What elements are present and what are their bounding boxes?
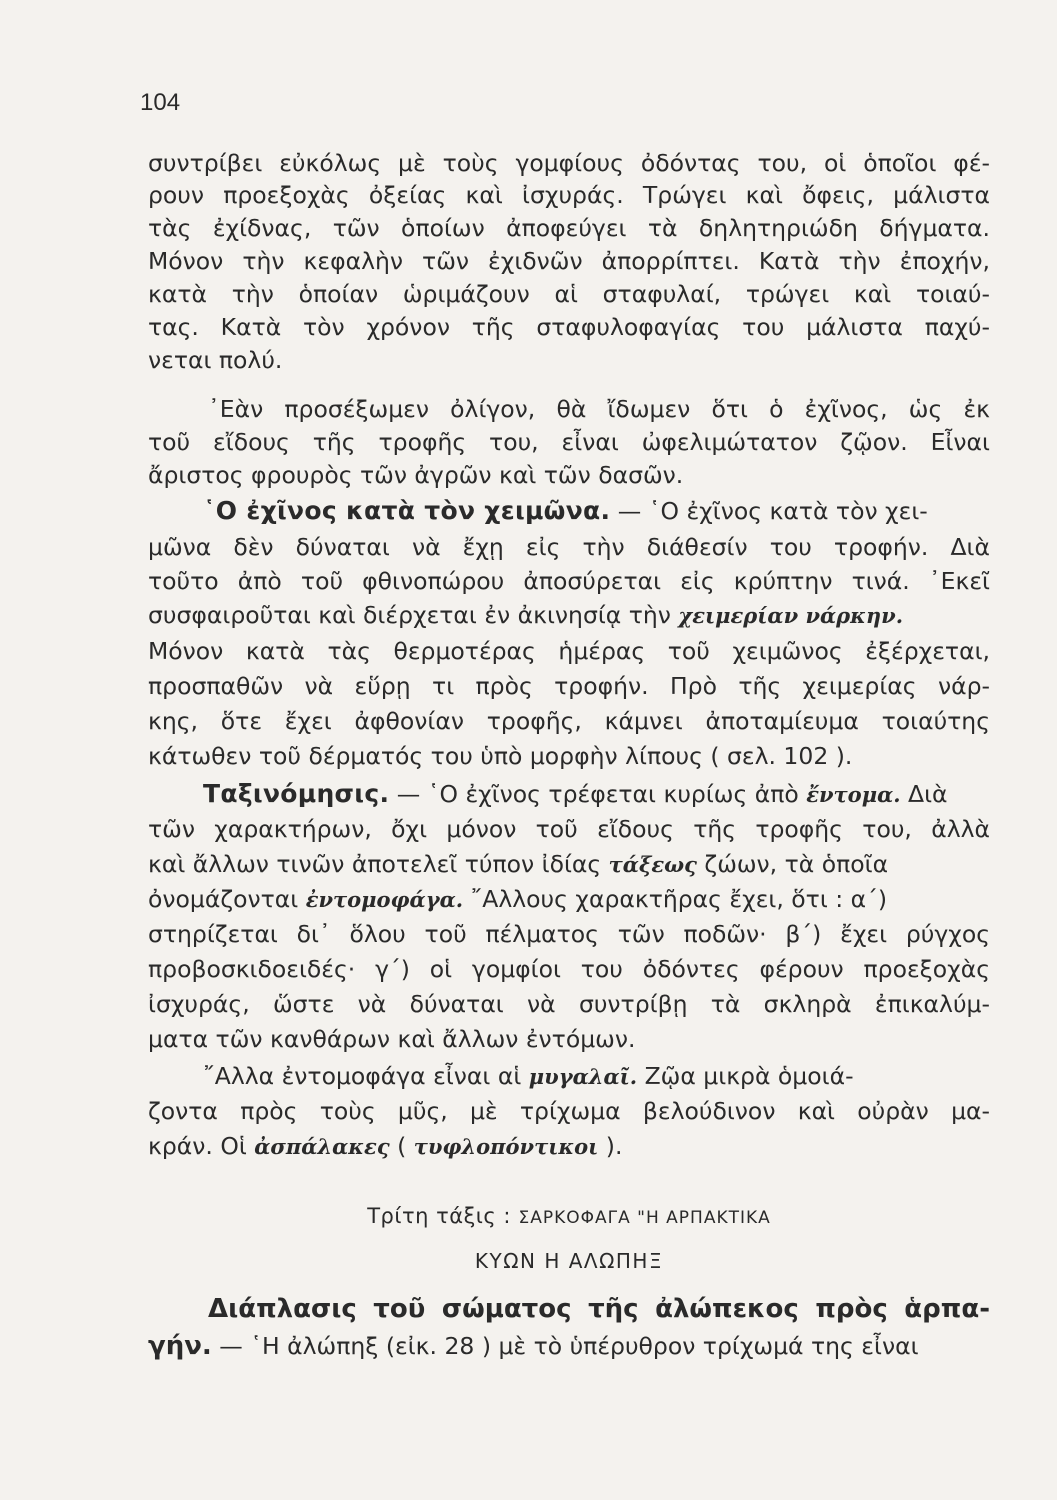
text-line: ματα τῶν κανθάρων καὶ ἄλλων ἐντόμων. — [148, 1025, 636, 1053]
section-heading-end: γήν. — [148, 1331, 212, 1361]
text-span: ). — [598, 1132, 623, 1160]
text-line: νεται πολύ. — [148, 346, 283, 374]
text-line — [148, 884, 990, 915]
text-span: καὶ ἄλλων τινῶν ἀποτελεῖ τύπον ἰδίας — [148, 850, 609, 878]
section-heading: Ταξινόμησις. — [203, 779, 390, 808]
text-line — [148, 1331, 990, 1361]
text-line — [148, 849, 990, 880]
text-line: κάτωθεν τοῦ δέρματός του ὑπὸ μορφὴν λίπους ( σελ. 102 ). — [148, 742, 853, 770]
text-line — [148, 496, 990, 526]
text-span: — ῾Ο ἐχῖνος τρέφεται κυρίως ἀπὸ — [389, 780, 807, 808]
text-line: ρουν προεξοχὰς ὀξείας καὶ ἰσχυράς. Τρώγει καὶ ὄφεις, μάλιστα — [148, 181, 990, 209]
page-number: 104 — [140, 89, 181, 116]
text-line: ἄριστος φρουρὸς τῶν ἀγρῶν καὶ τῶν δασῶν. — [148, 461, 684, 489]
italic-term: ἐντομοφάγα. — [305, 887, 464, 912]
text-line: τας. Κατὰ τὸν χρόνον τῆς σταφυλοφαγίας του μάλιστα παχύ- — [148, 313, 990, 341]
text-span: ῎Αλλα ἐντομοφάγα εἶναι αἱ — [203, 1062, 529, 1090]
text-span: συσφαιροῦται καὶ διέρχεται ἐν ἀκινησίᾳ τὴν — [148, 601, 679, 629]
order-name: ΣΑΡΚΟΦΑΓΑ "Η ΑΡΠΑΚΤΙΚΑ — [518, 1208, 771, 1228]
text-line: τοῦ εἴδους τῆς τροφῆς του, εἶναι ὠφελιμώτατον ζῷον. Εἶναι — [148, 428, 990, 456]
italic-term: τάξεως — [608, 852, 697, 877]
order-heading — [148, 1200, 990, 1233]
text-line: ζοντα πρὸς τοὺς μῦς, μὲ τρίχωμα βελούδινον καὶ οὐρὰν μα- — [148, 1097, 990, 1125]
text-span: Ζῷα μικρὰ ὁμοιά- — [637, 1062, 854, 1090]
species-heading: ΚΥΩΝ Η ΑΛΩΠΗΞ — [474, 1249, 664, 1273]
italic-term: μυγαλαῖ. — [528, 1064, 638, 1089]
text-line: στηρίζεται δι᾽ ὅλου τοῦ πέλματος τῶν ποδῶν· β΄) ἔχει ρύγχος — [148, 920, 990, 948]
text-span: κράν. Οἱ — [148, 1132, 255, 1160]
text-line: ἰσχυράς, ὥστε νὰ δύναται νὰ συντρίβῃ τὰ σκληρὰ ἐπικαλύμ- — [148, 990, 990, 1018]
text-line: κατὰ τὴν ὁποίαν ὡριμάζουν αἱ σταφυλαί, τρώγει καὶ τοιαύ- — [148, 280, 990, 308]
text-line: τοῦτο ἀπὸ τοῦ φθινοπώρου ἀποσύρεται εἰς κρύπτην τινά. ᾽Εκεῖ — [148, 567, 990, 595]
text-line: συντρίβει εὐκόλως μὲ τοὺς γομφίους ὀδόντας του, οἱ ὁποῖοι φέ- — [148, 149, 990, 177]
text-line: τῶν χαρακτήρων, ὄχι μόνον τοῦ εἴδους τῆς τροφῆς του, ἀλλὰ — [148, 815, 990, 843]
text-span: ( — [389, 1132, 414, 1160]
italic-term: χειμερίαν νάρκην. — [678, 603, 904, 628]
text-line: ᾽Εὰν προσέξωμεν ὀλίγον, θὰ ἴδωμεν ὅτι ὁ ἐχῖνος, ὡς ἐκ — [208, 395, 990, 423]
text-line: προσπαθῶν νὰ εὕρῃ τι πρὸς τροφήν. Πρὸ τῆς χειμερίας νάρ- — [148, 672, 990, 700]
text-line: κης, ὅτε ἔχει ἀφθονίαν τροφῆς, κάμνει ἀποταμίευμα τοιαύτης — [148, 707, 990, 735]
italic-term: τυφλοπόντικοι — [413, 1134, 599, 1159]
order-label: Τρίτη τάξις : — [367, 1204, 511, 1228]
text-span: Διὰ — [900, 780, 948, 808]
text-line: Μόνον κατὰ τὰς θερμοτέρας ἡμέρας τοῦ χειμῶνος ἐξέρχεται, — [148, 637, 990, 665]
italic-term: ἀσπάλακες — [254, 1134, 390, 1159]
text-line — [148, 1131, 990, 1162]
section-heading: ῾Ο ἐχῖνος κατὰ τὸν χειμῶνα. — [203, 496, 611, 525]
text-line: προβοσκιδοειδές· γ΄) οἱ γομφίοι του ὀδόντες φέρουν προεξοχὰς — [148, 955, 990, 983]
text-line — [148, 600, 990, 631]
section-heading: Διάπλασις τοῦ σώματος τῆς ἀλώπεκος πρὸς ἁρπα- — [208, 1294, 990, 1324]
text-span: ζώων, τὰ ὁποῖα — [696, 850, 889, 878]
text-line — [148, 779, 990, 810]
italic-term: ἔντομα. — [806, 782, 901, 807]
text-span: — ῾Ο ἐχῖνος κατὰ τὸν χει- — [610, 497, 928, 525]
text-line: μῶνα δὲν δύναται νὰ ἔχῃ εἰς τὴν διάθεσίν του τροφήν. Διὰ — [148, 533, 990, 561]
text-span: ὀνομάζονται — [148, 885, 306, 913]
text-line — [148, 1061, 990, 1092]
text-line: τὰς ἐχίδνας, τῶν ὁποίων ἀποφεύγει τὰ δηλητηριώδη δήγματα. — [148, 214, 990, 242]
text-line: Μόνον τὴν κεφαλὴν τῶν ἐχιδνῶν ἀπορρίπτει. Κατὰ τὴν ἐποχήν, — [148, 247, 990, 275]
text-span: ῎Αλλους χαρακτῆρας ἔχει, ὅτι : α΄) — [463, 885, 888, 913]
text-span: — ῾Η ἀλώπηξ (εἰκ. 28 ) μὲ τὸ ὑπέρυθρον τρίχωμά της εἶναι — [211, 1332, 919, 1360]
